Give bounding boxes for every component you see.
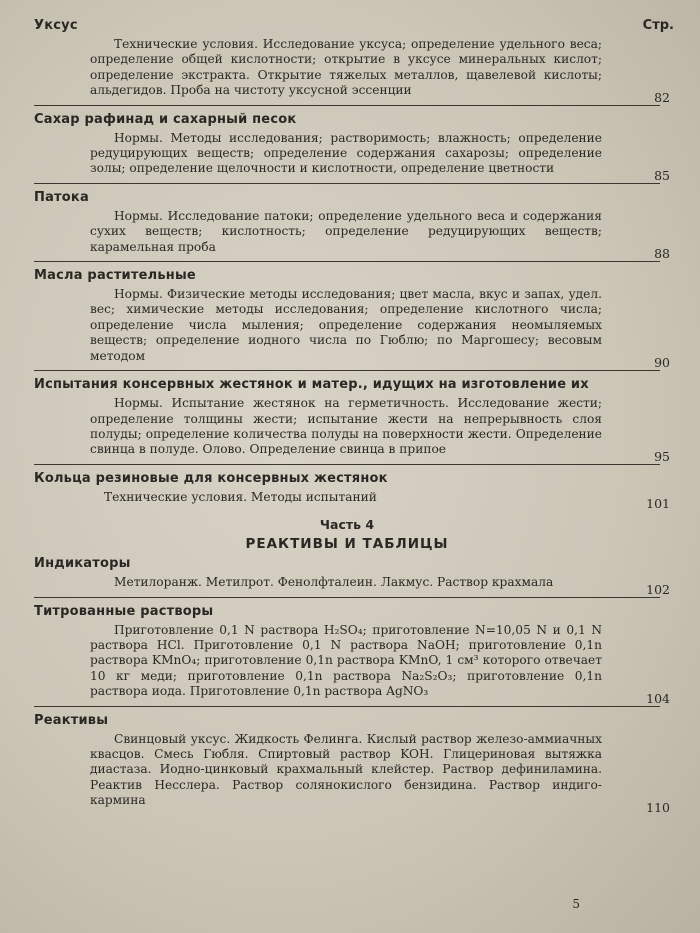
divider — [34, 706, 660, 707]
section-title: Испытания консервных жестянок и матер., идущих на изготовление их — [34, 377, 589, 393]
section-indicators — [34, 556, 670, 597]
section-title: Реактивы — [34, 712, 109, 728]
section-cans-testing — [34, 377, 670, 465]
section-title: Патока — [34, 189, 89, 205]
section-sugar — [34, 111, 670, 184]
divider — [34, 370, 660, 371]
section-text: Метилоранж. Метилрот. Фенолфталеин. Лакмус. Раствор крахмала — [114, 575, 554, 590]
section-title: Масла растительные — [34, 268, 196, 284]
section-title: Уксус — [34, 18, 78, 33]
section-text: Нормы. Исследование патоки; определение удельного веса и содержания сухих веществ; кислотность; определение редуцирующих веществ; карамельная проба — [90, 208, 602, 254]
page-number: 85 — [654, 167, 670, 183]
page-number: 95 — [654, 448, 670, 464]
section-text: Нормы. Физические методы исследования; цвет масла, вкус и запах, удел. вес; химические методы исследования; определение кислотного числа; определение числа мыления; определение содержания неомыляемых веществ; определение иодного числа по Гюблю; по Маргошесу; весовым методом — [90, 287, 602, 363]
section-titrated-solutions — [34, 603, 670, 707]
section-title: Индикаторы — [34, 556, 131, 572]
section-vegetable-oils — [34, 268, 670, 371]
divider — [34, 597, 660, 598]
section-molasses — [34, 189, 670, 262]
divider — [34, 464, 660, 465]
section-text: Нормы. Методы исследования; растворимость; влажность; определение редуцирующих веществ; определение содержания сахарозы; определение золы; определение щелочности и кислотности, определение цветности — [90, 130, 602, 176]
page-number: 90 — [654, 355, 670, 371]
section-text: Приготовление 0,1 N раствора H₂SO₄; приготовление N=10,05 N и 0,1 N раствора HCl. Приготовление 0,1 N раствора NaOH; приготовление 0,1n раствора KMnO₄; приготовление 0,1n раствора KMnO, 1 см³ которого отвечает 10 кг меди; приготовление 0,1n раствора Na₂S₂O₃; приготовление 0,1n раствора иода. Приготовление 0,1n раствора AgNO₃ — [90, 622, 602, 699]
page-column-label: Стр. — [642, 18, 674, 33]
footer-page-number: 5 — [572, 897, 580, 911]
section-title: Сахар рафинад и сахарный песок — [34, 111, 297, 127]
section-title: Кольца резиновые для консервных жестянок — [34, 470, 388, 486]
part-subtitle: РЕАКТИВЫ И ТАБЛИЦЫ — [245, 536, 449, 553]
section-title: Титрованные растворы — [34, 603, 214, 619]
section-vinegar — [34, 18, 674, 106]
page-number: 88 — [654, 246, 670, 262]
section-text: Свинцовый уксус. Жидкость Фелинга. Кислый раствор железо-аммиачных квасцов. Смесь Гюбля. Спиртовый раствор KOH. Глицериновая вытяжка диастаза. Иодно-цинковый крахмальный клейстер. Раствор дефиниламина. Реактив Несслера. Раствор солянокислого бензидина. Раствор индиго-кармина — [90, 731, 602, 808]
section-reagents — [34, 712, 670, 815]
page-number: 102 — [646, 581, 670, 597]
divider — [34, 105, 660, 106]
divider — [34, 261, 660, 262]
part-title: Часть 4 — [319, 517, 375, 533]
page-number: 82 — [654, 89, 670, 105]
section-text: Нормы. Испытание жестянок на герметичность. Исследование жести; определение толщины жести; испытание жести на непрерывность слоя полуды; определение количества полуды на поверхности жести. Определение свинца в полуде. Олово. Определение свинца в припое — [90, 396, 602, 457]
page-number: 104 — [646, 690, 670, 706]
page-number: 101 — [646, 496, 670, 512]
divider — [34, 183, 660, 184]
page-number: 110 — [646, 799, 670, 815]
section-text: Технические условия. Методы испытаний — [104, 489, 377, 504]
section-rubber-rings — [34, 470, 670, 512]
section-text: Технические условия. Исследование уксуса; определение удельного веса; определение общей кислотности; открытие в уксусе минеральных кислот; определение экстракта. Открытие тяжелых металлов, щавелевой кислоты; альдегидов. Проба на чистоту уксусной эссенции — [90, 37, 602, 98]
